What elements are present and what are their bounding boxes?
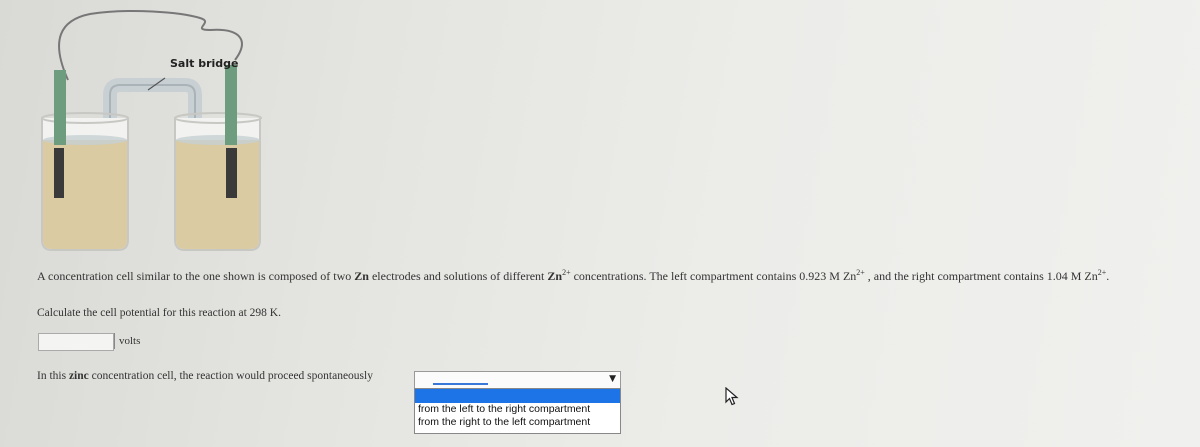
- left-zn-electrode: [54, 148, 64, 198]
- right-electrode-clamp: [225, 65, 237, 145]
- chevron-down-icon: ▼: [609, 374, 616, 384]
- direction-dropdown-list: [414, 388, 621, 434]
- direction-prompt: In this zinc concentration cell, the reaction would proceed spontaneously: [37, 370, 373, 382]
- volts-unit-label: volts: [114, 333, 140, 349]
- direction-select[interactable]: [414, 371, 621, 389]
- cell-potential-prompt: Calculate the cell potential for this reaction at 298 K.: [37, 307, 281, 319]
- cell-potential-input[interactable]: [38, 333, 114, 351]
- cell-illustration: [30, 0, 270, 255]
- dropdown-option-right-to-left[interactable]: from the right to the left compartment: [418, 416, 591, 428]
- right-zn-electrode: [226, 148, 237, 198]
- mouse-pointer-icon: [725, 387, 739, 407]
- focus-indicator: [433, 383, 488, 385]
- problem-statement: A concentration cell similar to the one shown is composed of two Zn electrodes and solutions of different $Zn^{2+}$ concentrations. The left compartment contains 0.923 M $Zn^{2+}$ , and the right compartment contains 1.04 M $Zn^{2+}$.: [37, 268, 1110, 283]
- right-solution: [176, 140, 259, 249]
- left-electrode-clamp: [54, 70, 66, 145]
- dropdown-option-blank[interactable]: [415, 389, 620, 403]
- concentration-cell-diagram: [30, 0, 270, 255]
- dropdown-option-left-to-right[interactable]: from the left to the right compartment: [418, 403, 591, 415]
- salt-bridge-label: Salt bridge: [170, 57, 239, 70]
